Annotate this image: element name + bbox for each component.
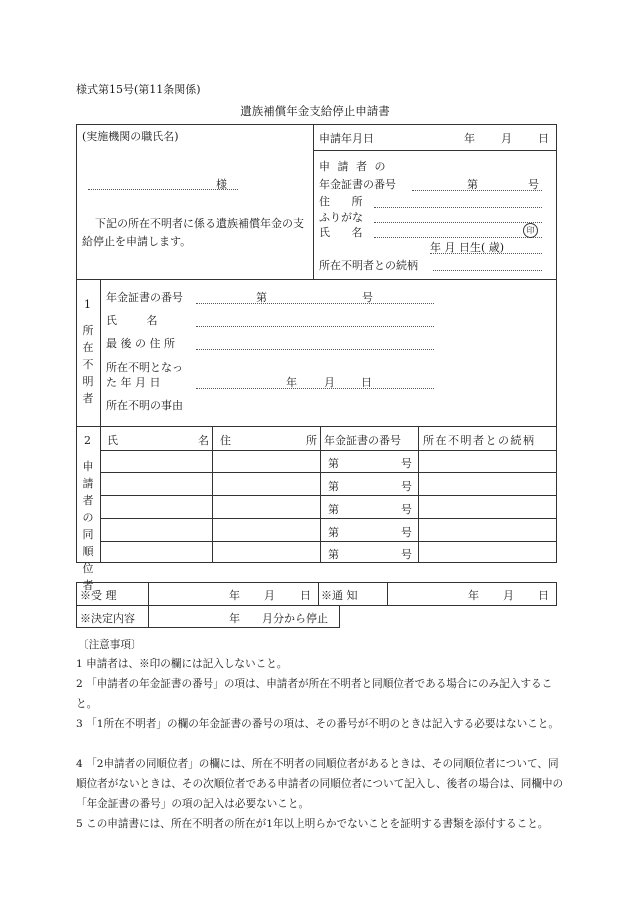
note-item-3: 3 「1所在不明者」の欄の年金証書の番号の項は、その番号が不明のときは記入する必要はないこと。 [76, 718, 559, 730]
last-address-field[interactable] [196, 349, 434, 350]
section1-number: 1 [84, 298, 91, 311]
receipt-label: ※受 理 [80, 589, 117, 602]
applicant-name-field[interactable] [374, 237, 542, 238]
missing-name-label: 氏 名 [106, 314, 171, 327]
applicant-heading: 申 請 者 の [319, 160, 388, 173]
table-row: 第 [328, 548, 339, 561]
applicant-pension-no-label: 年金証書の番号 [319, 178, 396, 191]
applicant-address-field[interactable] [374, 207, 542, 208]
seal-mark: 印 [523, 223, 538, 238]
missing-date-label-1: 所在不明となっ [106, 361, 183, 374]
suspend-text: 月分から停止 [262, 612, 328, 625]
section2-number: 2 [84, 434, 91, 447]
col-name-b: 名 [198, 434, 209, 447]
applicant-name-label: 氏 名 [319, 226, 372, 239]
col-addr-a: 住 [220, 434, 231, 447]
furigana-label: ふりがな [319, 211, 363, 224]
missing-date-field[interactable] [196, 388, 434, 389]
last-address-label: 最 後 の 住 所 [106, 337, 175, 350]
col-relation: 所在不明者との続柄 [423, 434, 536, 447]
relation-label: 所在不明者との続柄 [319, 259, 418, 272]
col-name-a: 氏 [107, 434, 118, 447]
missing-name-field[interactable] [196, 326, 434, 327]
section2-title: 申請者の同順位者 [82, 460, 94, 592]
decision-label: ※決定内容 [80, 612, 135, 625]
application-date-label: 申請年月日 [319, 132, 374, 145]
applicant-address-label: 住 所 [319, 195, 372, 208]
table-row: 第 [328, 503, 339, 516]
missing-pension-no-label: 年金証書の番号 [106, 291, 183, 304]
agency-label: (実施機関の職氏名) [82, 130, 179, 143]
notice-label: ※通 知 [321, 589, 358, 602]
request-text: 下記の所在不明者に係る遺族補償年金の支給停止を申請します。 [82, 217, 304, 248]
relation-field[interactable] [433, 270, 542, 271]
missing-reason-label: 所在不明の事由 [106, 399, 183, 412]
note-item-4: 4 「2申請者の同順位者」の欄には、所在不明者の同順位者があるときは、その同順位者について、同順位者がないときは、その次順位者である申請者の同順位者について記入し、後者の場合は、同欄中の「年金証書の番号」の項の記入は必要ないこと。 [76, 758, 564, 810]
notes-heading: 〔注意事項〕 [78, 639, 142, 651]
section1-title: 所在不明者 [82, 324, 94, 405]
applicant-furigana-field[interactable] [374, 222, 542, 223]
form-number: 様式第15号(第11条関係) [76, 83, 201, 96]
note-item-1: 1 申請者は、※印の欄には記入しないこと。 [76, 658, 288, 670]
table-row: 第 [328, 526, 339, 539]
table-row: 第 [328, 480, 339, 493]
col-addr-b: 所 [306, 434, 317, 447]
form-title: 遺族補償年金支給停止申請書 [240, 104, 390, 118]
missing-pension-no-field[interactable] [196, 303, 434, 304]
sama-label: 様 [216, 178, 227, 191]
table-row: 第 [328, 457, 339, 470]
birth-date-text: 年 月 日生( 歳) [430, 241, 505, 254]
note-item-5: 5 この申請書には、所在不明者の所在が1年以上明らかでないことを証明する書類を添付すること。 [76, 818, 549, 830]
col-pension-no: 年金証書の番号 [324, 434, 401, 447]
note-item-2: 2 「申請者の年金証書の番号」の項は、申請者が所在不明者と同順位者である場合にのみ記入すること。 [76, 678, 553, 710]
missing-date-label-2: た 年 月 日 [106, 376, 161, 389]
